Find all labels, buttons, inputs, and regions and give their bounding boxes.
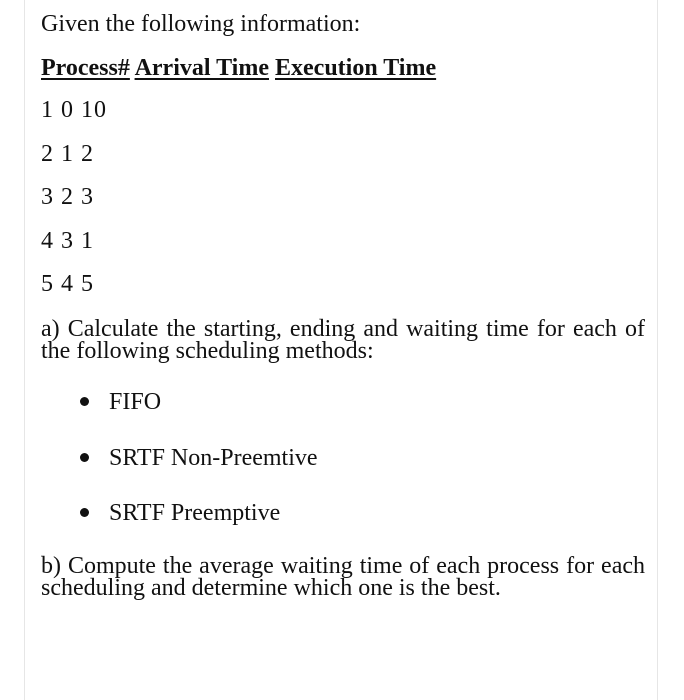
header-execution-time: Execution Time bbox=[275, 55, 437, 81]
bullet-icon bbox=[80, 397, 89, 406]
question-a: a) Calculate the starting, ending and waiting time for each of the following scheduling methods: bbox=[41, 316, 645, 364]
list-item bbox=[80, 388, 161, 416]
document-page bbox=[24, 0, 658, 700]
table-row: 4 3 1 bbox=[41, 228, 94, 254]
method-srtf-non-preemptive: SRTF Non-Preemtive bbox=[109, 445, 318, 471]
list-item bbox=[80, 499, 280, 527]
table-row: 2 1 2 bbox=[41, 141, 94, 167]
table-row: 3 2 3 bbox=[41, 184, 94, 210]
method-fifo: FIFO bbox=[109, 389, 162, 415]
list-item bbox=[80, 444, 318, 472]
intro-text: Given the following information: bbox=[41, 11, 361, 37]
table-row: 1 0 10 bbox=[41, 97, 107, 123]
table-header bbox=[41, 54, 436, 82]
header-process: Process# bbox=[41, 55, 130, 81]
question-b: b) Compute the average waiting time of each process for each scheduling and determine which one is the best. bbox=[41, 553, 645, 601]
bullet-icon bbox=[80, 508, 89, 517]
bullet-icon bbox=[80, 453, 89, 462]
header-arrival-time: Arrival Time bbox=[134, 55, 269, 81]
table-row: 5 4 5 bbox=[41, 271, 94, 297]
method-srtf-preemptive: SRTF Preemptive bbox=[109, 500, 281, 526]
